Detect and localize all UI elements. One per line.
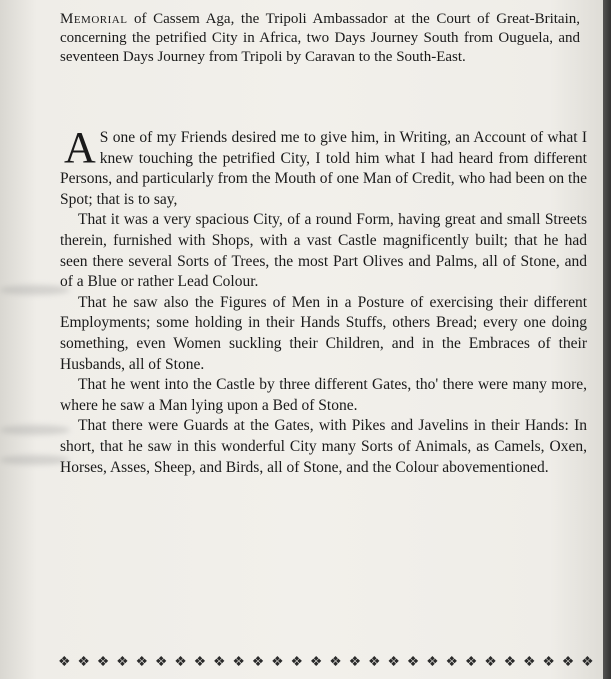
ornament-glyph: ❖: [251, 654, 264, 670]
ornament-glyph: ❖: [135, 654, 148, 670]
page-edge-shadow: [603, 0, 611, 679]
ornament-glyph: ❖: [213, 654, 225, 670]
ornament-glyph: ❖: [561, 654, 574, 670]
ornament-glyph: ❖: [406, 654, 419, 670]
paragraph-1: [60, 123, 587, 210]
paragraph-4: That he went into the Castle by three different Gates, tho' there were many more, where he saw a Man lying upon a Bed of Stone.: [60, 376, 587, 414]
ornament-divider: [58, 655, 593, 669]
paragraph-3: That he saw also the Figures of Men in a Posture of exercising their different Employments; some holding in their Hands Stuffs, others Bread; every one doing something, even Women suckling their Children, and in the Embraces of their Husbands, all of Stone.: [60, 293, 587, 373]
ornament-glyph: ❖: [445, 654, 458, 670]
ornament-glyph: ❖: [154, 654, 167, 670]
memorial-heading: [60, 10, 580, 67]
ornament-glyph: ❖: [193, 654, 206, 670]
ornament-glyph: ❖: [348, 654, 361, 670]
ornament-glyph: ❖: [542, 654, 554, 670]
ornament-glyph: ❖: [96, 654, 109, 670]
heading-text: of Cassem Aga, the Tripoli Ambassador at the Court of Great-Britain, concerning the petrified City in Africa, two Days Journey South from Ouguela, and seventeen Days Journey from Tripoli by Caravan to the South-East.: [60, 11, 580, 65]
ornament-glyph: ❖: [290, 654, 303, 670]
ornament-glyph: ❖: [174, 654, 186, 670]
ornament-glyph: ❖: [426, 654, 438, 670]
paragraph-2: That it was a very spacious City, of a round Form, having great and small Streets therein, furnished with Shops, with a vast Castle magnificently built; that he had seen there several Sorts of Trees, the most Part Olives and Palms, all of Stone, and of a Blue or rather Lead Colour.: [60, 211, 587, 291]
ornament-glyph: ❖: [116, 654, 128, 670]
ornament-glyph: ❖: [77, 654, 89, 670]
ornament-glyph: ❖: [329, 654, 341, 670]
ornament-glyph: ❖: [58, 654, 70, 670]
ornament-glyph: ❖: [368, 654, 380, 670]
paragraph-5: That there were Guards at the Gates, with Pikes and Javelins in their Hands: In short, that he saw in this wonderful City many Sorts of Animals, as Camels, Oxen, Horses, Asses, Sheep, and Birds, all of Stone, and the Colour abovementioned.: [60, 417, 587, 476]
drop-cap: A: [64, 123, 96, 172]
ornament-glyph: ❖: [271, 654, 283, 670]
ornament-glyph: ❖: [503, 654, 516, 670]
paragraph-1-text: S one of my Friends desired me to give him, in Writing, an Account of what I knew touching the petrified City, I told him what I had heard from different Persons, and particularly from the Mouth of one Man of Credit, who had been on the Spot; that is to say,: [60, 129, 587, 208]
heading-caps: Memorial: [60, 11, 128, 27]
ornament-glyph: ❖: [387, 654, 399, 670]
ornament-glyph: ❖: [484, 654, 496, 670]
ornament-glyph: ❖: [464, 654, 477, 670]
ornament-glyph: ❖: [581, 654, 593, 670]
ornament-glyph: ❖: [309, 654, 322, 670]
ornament-glyph: ❖: [232, 654, 244, 670]
memorial-body: [60, 123, 587, 478]
ornament-glyph: ❖: [523, 654, 535, 670]
